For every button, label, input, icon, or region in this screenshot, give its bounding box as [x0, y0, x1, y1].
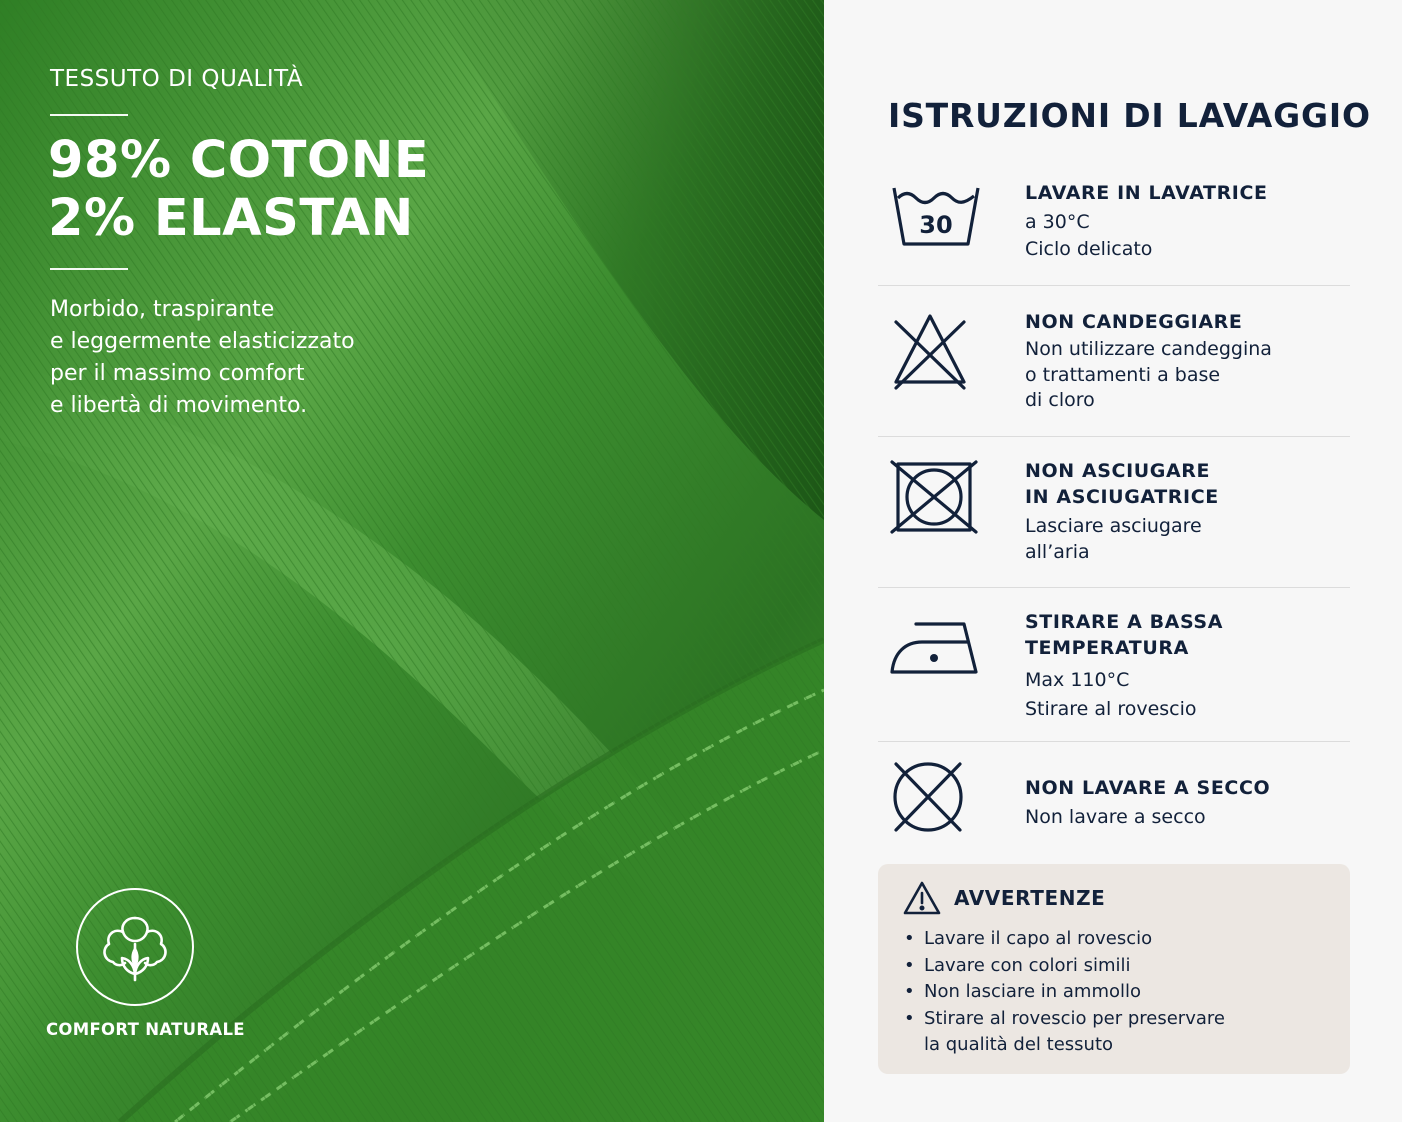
instruction-heading: STIRARE A BASSA [1025, 611, 1223, 633]
warning-item: • Lavare il capo al rovescio [904, 928, 1153, 949]
instruction-detail: Stirare al rovescio [1025, 698, 1197, 720]
instruction-heading: IN ASCIUGATRICE [1025, 486, 1219, 508]
no-dry-clean-icon [890, 760, 966, 834]
instruction-text [1025, 609, 1223, 724]
row-divider [878, 741, 1350, 742]
page-title: ISTRUZIONI DI LAVAGGIO [888, 96, 1371, 135]
fabric-composition [48, 132, 429, 248]
instruction-detail: o trattamenti a base [1025, 363, 1221, 386]
svg-text:30: 30 [919, 211, 953, 239]
instruction-heading: NON CANDEGGIARE [1025, 311, 1243, 333]
wash-30-icon [890, 180, 982, 250]
instruction-heading: NON ASCIUGARE [1025, 460, 1211, 482]
row-divider [878, 587, 1350, 588]
instruction-detail: Non utilizzare candeggina [1025, 338, 1272, 360]
iron-low-icon [890, 616, 980, 680]
composition-cotton: 98% COTONE [48, 131, 430, 190]
instruction-text [1025, 458, 1219, 565]
instruction-heading: NON LAVARE A SECCO [1025, 777, 1271, 799]
badge-label: COMFORT NATURALE [46, 1020, 245, 1039]
instruction-heading: LAVARE IN LAVATRICE [1025, 182, 1268, 204]
no-tumble-dry-icon [890, 460, 978, 534]
care-instructions-panel [824, 0, 1402, 1122]
instruction-detail: Max 110°C [1025, 669, 1130, 691]
composition-elastane: 2% ELASTAN [48, 189, 414, 248]
divider-top [50, 114, 128, 116]
comfort-badge [76, 888, 194, 1006]
row-divider [878, 285, 1350, 286]
warning-item: • Stirare al rovescio per preservare la qualità del tessuto [904, 1007, 1225, 1055]
fabric-description [50, 294, 410, 422]
instruction-detail: Non lavare a secco [1025, 806, 1206, 828]
description-line: per il massimo comfort [50, 361, 305, 386]
no-bleach-icon [890, 310, 970, 390]
section-eyebrow: TESSUTO DI QUALITÀ [50, 66, 304, 92]
description-line: e libertà di movimento. [50, 393, 308, 418]
instruction-text [1025, 775, 1270, 831]
instruction-detail: Ciclo delicato [1025, 238, 1153, 260]
warning-item: • Lavare con colori simili [904, 954, 1131, 976]
divider-bottom [50, 268, 128, 270]
warnings-list [904, 926, 1225, 1059]
warning-triangle-icon [902, 880, 942, 916]
description-line: e leggermente elasticizzato [50, 329, 355, 354]
instruction-text [1025, 180, 1268, 263]
instruction-heading: TEMPERATURA [1025, 637, 1189, 659]
instruction-detail: di cloro [1025, 389, 1095, 411]
warnings-title: AVVERTENZE [954, 886, 1106, 910]
description-line: Morbido, traspirante [50, 297, 275, 322]
instruction-detail: all’aria [1025, 540, 1090, 563]
row-divider [878, 436, 1350, 437]
instruction-detail: a 30°C [1025, 211, 1090, 233]
cotton-flower-icon [92, 904, 178, 990]
instruction-detail: Lasciare asciugare [1025, 515, 1202, 537]
warnings-box [878, 864, 1350, 1074]
warning-item: • Non lasciare in ammollo [904, 981, 1142, 1002]
instruction-text [1025, 309, 1272, 414]
